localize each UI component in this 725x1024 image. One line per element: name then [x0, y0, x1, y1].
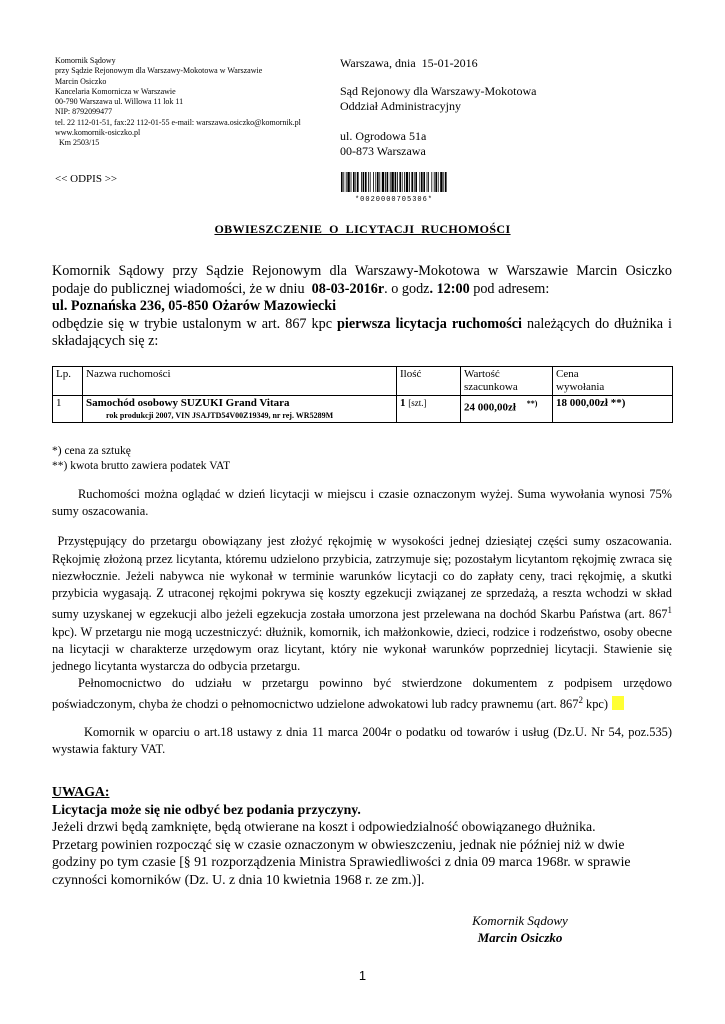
item-name: Samochód osobowy SUZUKI Grand Vitara — [86, 397, 290, 409]
item-qty: 1 — [400, 397, 406, 409]
table-row — [53, 396, 673, 423]
header-price-line: wywołania — [556, 381, 605, 393]
auction-date: 08-03-2016r — [311, 280, 385, 297]
header-lp: Lp. — [53, 367, 83, 396]
intro-text: pod adresem: — [469, 280, 550, 297]
barcode-bar — [423, 172, 425, 192]
barcode-bar — [346, 172, 347, 192]
barcode-bar — [440, 172, 442, 192]
header-qty: Ilość — [397, 367, 461, 396]
barcode-bar — [431, 172, 432, 192]
item-price: 18 000,00zł **) — [556, 397, 626, 409]
sender-line: NIP: 8792099477 — [55, 107, 113, 117]
barcode-bar — [443, 172, 444, 192]
barcode-bar — [435, 172, 437, 192]
auction-time: . 12:00 — [429, 280, 470, 297]
intro-paragraph — [52, 263, 672, 351]
paragraph-text: kpc) — [582, 697, 609, 712]
barcode-bar — [363, 172, 365, 192]
barcode-bar — [382, 172, 384, 192]
row-value — [461, 396, 553, 423]
barcode-bar — [390, 172, 391, 192]
item-unit: [szt.] — [408, 398, 427, 408]
barcode-bar — [427, 172, 428, 192]
notice-line: Przetarg powinien rozpocząć się w czasie oznaczonym w obwieszczeniu, jednak nie później niż w dwie godziny po tym czasie [§ 91 rozporządzenia Ministra Sprawiedliwości z dnia 09 marca 1968r. w sprawie czynności komorników (Dz. U. z dnia 10 kwietnia 1968 r. ze zm.)]. — [52, 836, 631, 887]
paragraph-text: kpc). W przetargu nie mogą uczestniczyć: dłużnik, komornik, ich małżonkowie, dzieci, rodzice i rodzeństwo, osoby obecne na licytacji w charakterze urzędowym oraz licytant, który nie wykonał warunków poprzedniej licytacji. Stawienie się jednego licytanta wystarcza do odbycia przetargu. — [52, 607, 676, 673]
barcode-bar — [445, 172, 447, 192]
barcode-bar — [357, 172, 359, 192]
barcode — [340, 172, 448, 204]
barcode-bar — [397, 172, 398, 192]
header-value-line: szacunkowa — [464, 381, 518, 393]
barcode-bar — [391, 172, 393, 192]
footnote: *) cena za sztukę — [52, 445, 131, 457]
paragraph-deposit — [52, 533, 676, 675]
intro-text: . o godz — [384, 280, 430, 297]
barcode-bar — [406, 172, 408, 192]
recipient-block — [340, 56, 700, 159]
barcode-bar — [361, 172, 362, 192]
row-name — [83, 396, 397, 423]
barcode-bar — [411, 172, 413, 192]
document-title: OBWIESZCZENIE O LICYTACJI RUCHOMOŚCI — [214, 222, 511, 236]
header-name: Nazwa ruchomości — [83, 367, 397, 396]
barcode-bar — [414, 172, 415, 192]
court-department: Oddział Administracyjny — [340, 99, 461, 113]
item-value: 24 000,00zł — [464, 401, 516, 414]
barcode-bar — [421, 172, 423, 192]
row-qty — [397, 396, 461, 423]
auction-address: ul. Poznańska 236, 05-850 Ożarów Mazowiecki — [52, 298, 337, 314]
barcode-bar — [373, 172, 374, 192]
superscript: 1 — [667, 605, 672, 616]
barcode-text: *0020000705306* — [354, 196, 433, 204]
item-details: rok produkcji 2007, VIN JSAJTD54V00Z19349, nr rej. WR5289M — [106, 411, 334, 420]
sender-line: 00-790 Warszawa ul. Willowa 11 lok 11 — [55, 97, 184, 107]
notice-section — [52, 783, 672, 888]
highlight-mark — [612, 696, 624, 710]
paragraph-power-of-attorney — [52, 675, 672, 714]
barcode-bars — [340, 172, 448, 192]
court-name: Sąd Rejonowy dla Warszawy-Mokotowa — [340, 84, 537, 98]
signature-block — [440, 912, 600, 946]
sender-line: tel. 22 112-01-51, fax:22 112-01-55 e-mail: warszawa.osiczko@komornik.pl — [55, 117, 301, 127]
barcode-bar — [402, 172, 403, 192]
barcode-bar — [353, 172, 355, 192]
intro-text: należących do dłużnika i — [521, 315, 672, 332]
page-number: 1 — [358, 968, 367, 983]
sender-block — [55, 56, 335, 149]
sender-line: Kancelaria Komornicza w Warszawie — [55, 86, 176, 96]
sender-line: przy Sądzie Rejonowym dla Warszawy-Mokotowa w Warszawie — [55, 66, 263, 76]
paragraph-viewing: Ruchomości można oglądać w dzień licytacji w miejscu i czasie oznaczonym wyżej. Suma wywołania wynosi 75% sumy oszacowania. — [52, 487, 672, 519]
barcode-bar — [399, 172, 401, 192]
barcode-bar — [438, 172, 439, 192]
header-price — [553, 367, 673, 396]
header-value — [461, 367, 553, 396]
signature-role: Komornik Sądowy — [472, 913, 568, 928]
notice-heading: UWAGA: — [52, 784, 110, 799]
barcode-bar — [387, 172, 389, 192]
barcode-bar — [415, 172, 417, 192]
case-number: Km 2503/15 — [55, 138, 100, 148]
barcode-bar — [409, 172, 410, 192]
sender-line: Komornik Sądowy — [55, 56, 116, 65]
barcode-bar — [419, 172, 420, 192]
row-price — [553, 396, 673, 423]
superscript: 2 — [578, 695, 583, 706]
sender-line: Marcin Osiczko — [55, 76, 107, 86]
intro-line-4 — [52, 316, 672, 334]
letter-date: Warszawa, dnia 15-01-2016 — [340, 56, 478, 70]
court-city: 00-873 Warszawa — [340, 144, 426, 158]
barcode-bar — [343, 172, 344, 192]
paragraph-vat: Komornik w oparciu o art.18 ustawy z dnia 11 marca 2004r o podatku od towarów i usług (Dz.U. Nr 54, poz.535) wystawia faktury VAT. — [52, 724, 672, 756]
barcode-bar — [341, 172, 343, 192]
barcode-bar — [434, 172, 435, 192]
intro-text: podaje do publicznej wiadomości, że w dniu — [52, 280, 312, 297]
notice-bold-line: Licytacja może się nie odbyć bez podania przyczyny. — [52, 801, 361, 817]
item-value-mark: **) — [526, 399, 538, 408]
barcode-bar — [404, 172, 405, 192]
notice-line: Jeżeli drzwi będą zamknięte, będą otwierane na koszt i odpowiedzialność obowiązanego dłużnika. — [52, 819, 596, 834]
court-street: ul. Ogrodowa 51a — [340, 129, 427, 143]
intro-line-2 — [52, 281, 672, 299]
row-lp: 1 — [53, 396, 83, 423]
barcode-bar — [351, 172, 352, 192]
sender-line: www.komornik-osiczko.pl — [55, 128, 141, 138]
intro-line-1: Komornik Sądowy przy Sądzie Rejonowym dla Warszawy-Mokotowa w Warszawie Marcin Osiczko — [52, 263, 672, 279]
signature-name: Marcin Osiczko — [477, 930, 563, 945]
table-header-row — [53, 367, 673, 396]
barcode-bar — [347, 172, 349, 192]
barcode-bar — [370, 172, 371, 192]
barcode-bar — [368, 172, 369, 192]
footnotes — [52, 444, 230, 474]
barcode-bar — [375, 172, 376, 192]
barcode-bar — [379, 172, 380, 192]
copy-label: << ODPIS >> — [55, 173, 118, 185]
body-text — [52, 486, 676, 758]
header-price-line: Cena — [556, 368, 579, 380]
barcode-bar — [365, 172, 367, 192]
auction-type: pierwsza licytacja ruchomości — [337, 315, 522, 332]
intro-line-5: składających się z: — [52, 333, 159, 349]
items-table — [52, 366, 673, 423]
paragraph-text: Pełnomocnictwo do udziału w przetargu powinno być stwierdzone dokumentem z podpisem urzędowo poświadczonym, chyba że chodzi o pełnomocnictwo udzielone adwokatowi lub radcy prawnemu (art. 867 — [52, 676, 672, 712]
barcode-bar — [395, 172, 397, 192]
intro-text: odbędzie się w trybie ustalonym w art. 867 kpc — [52, 315, 338, 332]
barcode-bar — [428, 172, 429, 192]
paragraph-text: Przystępujący do przetargu obowiązany jest złożyć rękojmię w wysokości jednej dziesiątej części sumy oszacowania. Rękojmię złożoną przez licytanta, któremu udzielono przybicia, zatrzymuje się; pozostałym licytantom rękojmię zwraca się niezwłocznie. Jeżeli nabywca nie wykonał w terminie warunków licytacji co do zapłaty ceny, traci rękojmię, a skutki przybicia wygasają. Z utraconej rękojmi pokrywa się koszty egzekucji związanej ze sprzedażą, a reszta wchodzi w skład sumy uzyskanej w egzekucji albo jeżeli egzekucja została umorzona jest przelewana na dochód Skarbu Państwa (art. 867 — [52, 534, 676, 622]
barcode-bar — [377, 172, 379, 192]
footnote: **) kwota brutto zawiera podatek VAT — [52, 460, 231, 472]
header-value-line: Wartość — [464, 368, 500, 380]
barcode-bar — [385, 172, 386, 192]
barcode-bar — [355, 172, 356, 192]
